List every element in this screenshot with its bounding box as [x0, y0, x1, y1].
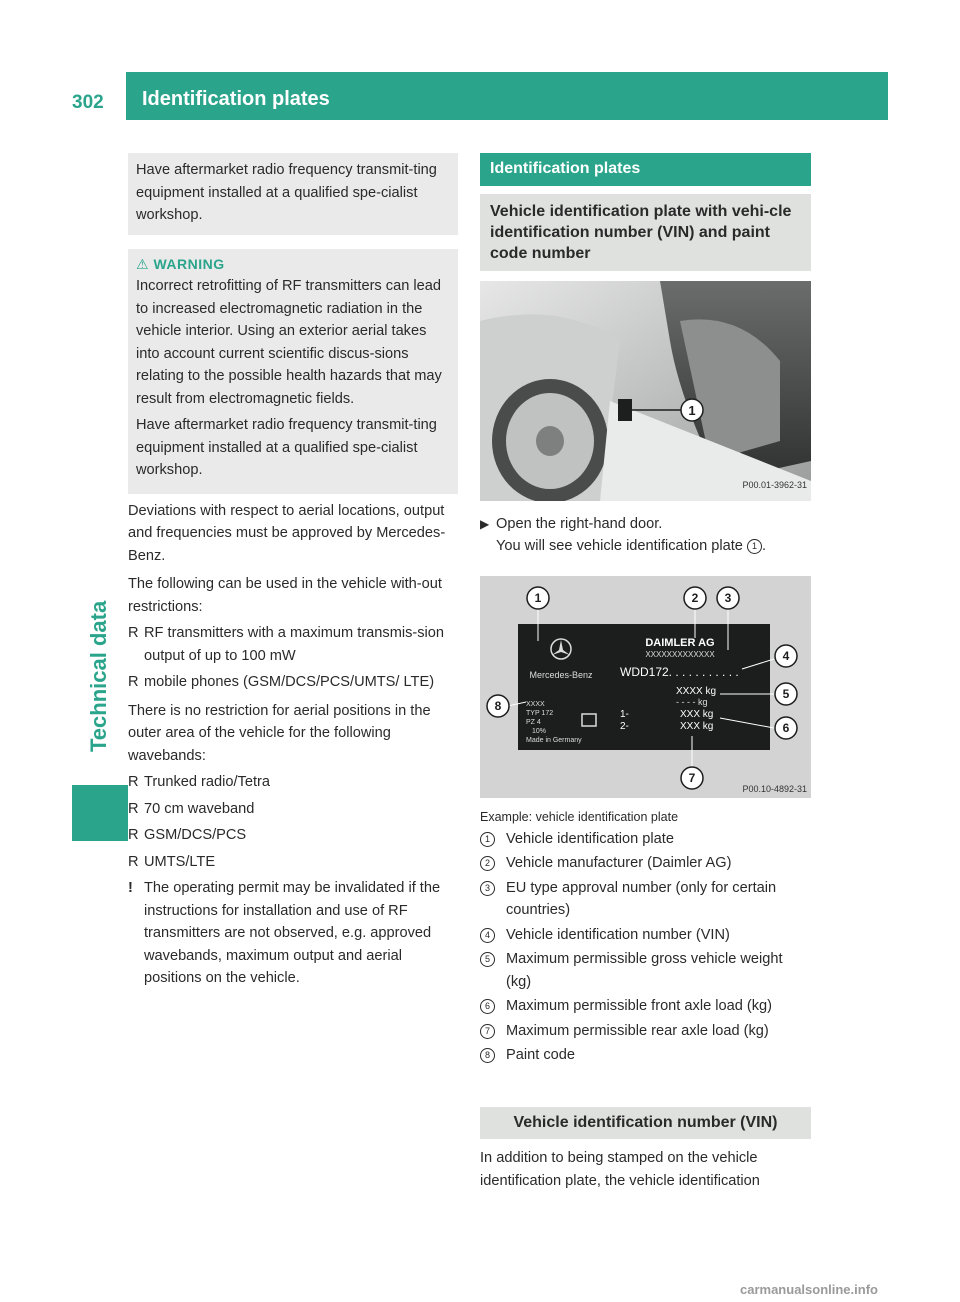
- svg-text:7: 7: [688, 770, 696, 785]
- legend-number: [480, 948, 506, 993]
- legend-text: Maximum permissible rear axle load (kg): [506, 1022, 769, 1039]
- list-item: [128, 798, 458, 821]
- list-item-text: Trunked radio/Tetra: [144, 774, 270, 790]
- legend-number-marker: 3: [480, 881, 495, 896]
- list-item-text: GSM/DCS/PCS: [144, 827, 247, 843]
- side-tab-marker: [72, 785, 128, 841]
- warning-title: [136, 253, 450, 276]
- right-column: [480, 153, 811, 1192]
- figure-caption: Example: vehicle identification plate: [480, 809, 679, 824]
- paragraph-no-restriction: There is no restriction for aerial positions in the outer area of the vehicle for the following wavebands:: [128, 702, 431, 764]
- info-box-text: Have aftermarket radio frequency transmit-ting equipment installed at a qualified spe-cialist workshop.: [136, 162, 437, 223]
- plate-ec-number: XXXXXXXXXXXXX: [645, 649, 715, 659]
- legend-text: Paint code: [506, 1047, 575, 1063]
- svg-text:1: 1: [688, 402, 696, 418]
- plate-made-in: Made in Germany: [526, 736, 582, 744]
- legend-item: [480, 1044, 811, 1067]
- legend-number-marker: 4: [480, 928, 495, 943]
- legend-text: EU type approval number (only for certain countries): [506, 879, 777, 918]
- list-item-text: mobile phones (GSM/DCS/PCS/UMTS/ LTE): [144, 674, 435, 690]
- svg-text:8: 8: [494, 698, 502, 713]
- list-item-text: 70 cm waveband: [144, 800, 255, 817]
- list-item: [128, 771, 458, 794]
- list-item-text: RF transmitters with a maximum transmis-sion output of up to 100 mW: [144, 625, 445, 664]
- reference-marker: 1: [747, 539, 762, 554]
- exclamation-icon: !: [128, 880, 133, 896]
- plate-diagram-graphic: [480, 576, 811, 798]
- legend-number: [480, 1044, 506, 1067]
- bullet-icon: R: [128, 800, 139, 817]
- legend-number: [480, 828, 506, 851]
- info-box: [128, 153, 458, 235]
- plate-paint-4: 10%: [532, 727, 547, 735]
- svg-text:5: 5: [782, 686, 790, 701]
- note-text: The operating permit may be invalidated if the instructions for installation and use of RF transmitters are not observed, e.g. approved wavebands, maximum output and aerial positions on the vehicle.: [144, 880, 441, 986]
- legend-number: [480, 1020, 506, 1043]
- legend-number: [480, 995, 506, 1018]
- car-door-illustration: [480, 281, 811, 501]
- identification-plate-diagram: [480, 576, 811, 798]
- paragraph-following: The following can be used in the vehicle with-out restrictions:: [128, 576, 442, 615]
- instruction-action: Open the right-hand door.: [496, 515, 663, 532]
- bullet-icon: R: [128, 853, 139, 870]
- section-heading: Identification plates: [480, 153, 811, 186]
- note: [128, 877, 458, 990]
- list-item: [128, 824, 458, 847]
- legend-item: [480, 1020, 811, 1043]
- legend-item: [480, 828, 811, 851]
- plate-vin: WDD172. . . . . . . . . . .: [620, 664, 739, 679]
- page-title: Identification plates: [142, 88, 330, 110]
- vin-heading: Vehicle identification number (VIN): [480, 1107, 811, 1140]
- subsection-heading: Vehicle identification plate with vehi-cle identification number (VIN) and paint code number: [480, 194, 811, 271]
- warning-icon: ⚠: [136, 255, 150, 272]
- plate-gross: XXXX kg: [676, 685, 717, 697]
- plate-front: XXX kg: [680, 708, 714, 720]
- photo-code: P00.01-3962-31: [742, 480, 807, 490]
- door-sill-photo: [480, 281, 811, 501]
- plate-paint-2: TYP 172: [526, 709, 554, 717]
- legend-item: [480, 995, 811, 1018]
- paragraph-deviations: Deviations with respect to aerial locations, output and frequencies must be approved by Mercedes-Benz.: [128, 502, 446, 564]
- arrow-right-icon: ▶: [480, 516, 490, 531]
- bullet-icon: R: [128, 674, 139, 690]
- legend-number-marker: 5: [480, 952, 495, 967]
- bullet-icon: R: [128, 827, 139, 843]
- page-number: 302: [72, 72, 126, 120]
- svg-text:2: 2: [691, 590, 699, 605]
- plate-paint-1: XXXX: [526, 700, 545, 708]
- left-column: [128, 153, 458, 990]
- bullet-icon: R: [128, 625, 139, 641]
- instruction-step: [480, 513, 811, 558]
- svg-text:1: 1: [534, 590, 542, 605]
- warning-title-text: WARNING: [153, 255, 225, 272]
- legend-item: [480, 948, 811, 993]
- legend-item: [480, 924, 811, 947]
- legend-number-marker: 7: [480, 1024, 495, 1039]
- legend-text: Vehicle manufacturer (Daimler AG): [506, 855, 732, 871]
- list-item: [128, 851, 458, 874]
- plate-brand: Mercedes-Benz: [529, 669, 593, 680]
- legend-item: [480, 852, 811, 875]
- bullet-icon: R: [128, 774, 139, 790]
- plate-dash: - - - - kg: [676, 696, 708, 707]
- legend-list: [480, 828, 811, 1067]
- watermark: carmanualsonline.info: [740, 1282, 878, 1297]
- legend-number-marker: 8: [480, 1048, 495, 1063]
- instruction-text: Open the right-hand door. You will see vehicle identification plate 1 .: [496, 515, 767, 554]
- plate-row-2: 2-: [620, 720, 629, 732]
- side-tab-label: Technical data: [86, 600, 111, 752]
- warning-box: [128, 249, 458, 494]
- legend-number: [480, 924, 506, 947]
- legend-number-marker: 1: [480, 832, 495, 847]
- header-divider: [126, 72, 130, 120]
- svg-text:3: 3: [724, 590, 732, 605]
- legend-number: [480, 877, 506, 922]
- instruction-result: You will see vehicle identification plate: [496, 538, 743, 554]
- plate-maker: DAIMLER AG: [645, 636, 715, 649]
- legend-text: Maximum permissible gross vehicle weight (kg): [506, 951, 783, 990]
- plate-rear: XXX kg: [680, 720, 714, 732]
- plate-row-1: 1-: [620, 708, 629, 720]
- legend-item: [480, 877, 811, 922]
- warning-text-2: Have aftermarket radio frequency transmit-ting equipment installed at a qualified spe-cialist workshop.: [136, 417, 437, 478]
- legend-text: Vehicle identification plate: [506, 830, 674, 847]
- legend-text: Maximum permissible front axle load (kg): [506, 998, 773, 1014]
- legend-number-marker: 2: [480, 856, 495, 871]
- svg-text:4: 4: [782, 648, 790, 663]
- plate-paint-3: PZ 4: [526, 718, 541, 726]
- legend-text: Vehicle identification number (VIN): [506, 926, 730, 943]
- list-item: [128, 622, 458, 667]
- legend-number-marker: 6: [480, 999, 495, 1014]
- warning-text-1: Incorrect retrofitting of RF transmitters can lead to increased electromagnetic radiation in the vehicle interior. Using an exterior aerial takes into account current scientific discus-sions relating to the possible health hazards that may result from electromagnetic fields.: [136, 278, 442, 407]
- vin-paragraph: In addition to being stamped on the vehicle identification plate, the vehicle identification: [480, 1150, 760, 1189]
- svg-text:6: 6: [782, 720, 790, 735]
- list-item-text: UMTS/LTE: [144, 853, 216, 870]
- legend-number: [480, 852, 506, 875]
- list-item: [128, 671, 458, 694]
- plate-diagram-code: P00.10-4892-31: [742, 783, 807, 794]
